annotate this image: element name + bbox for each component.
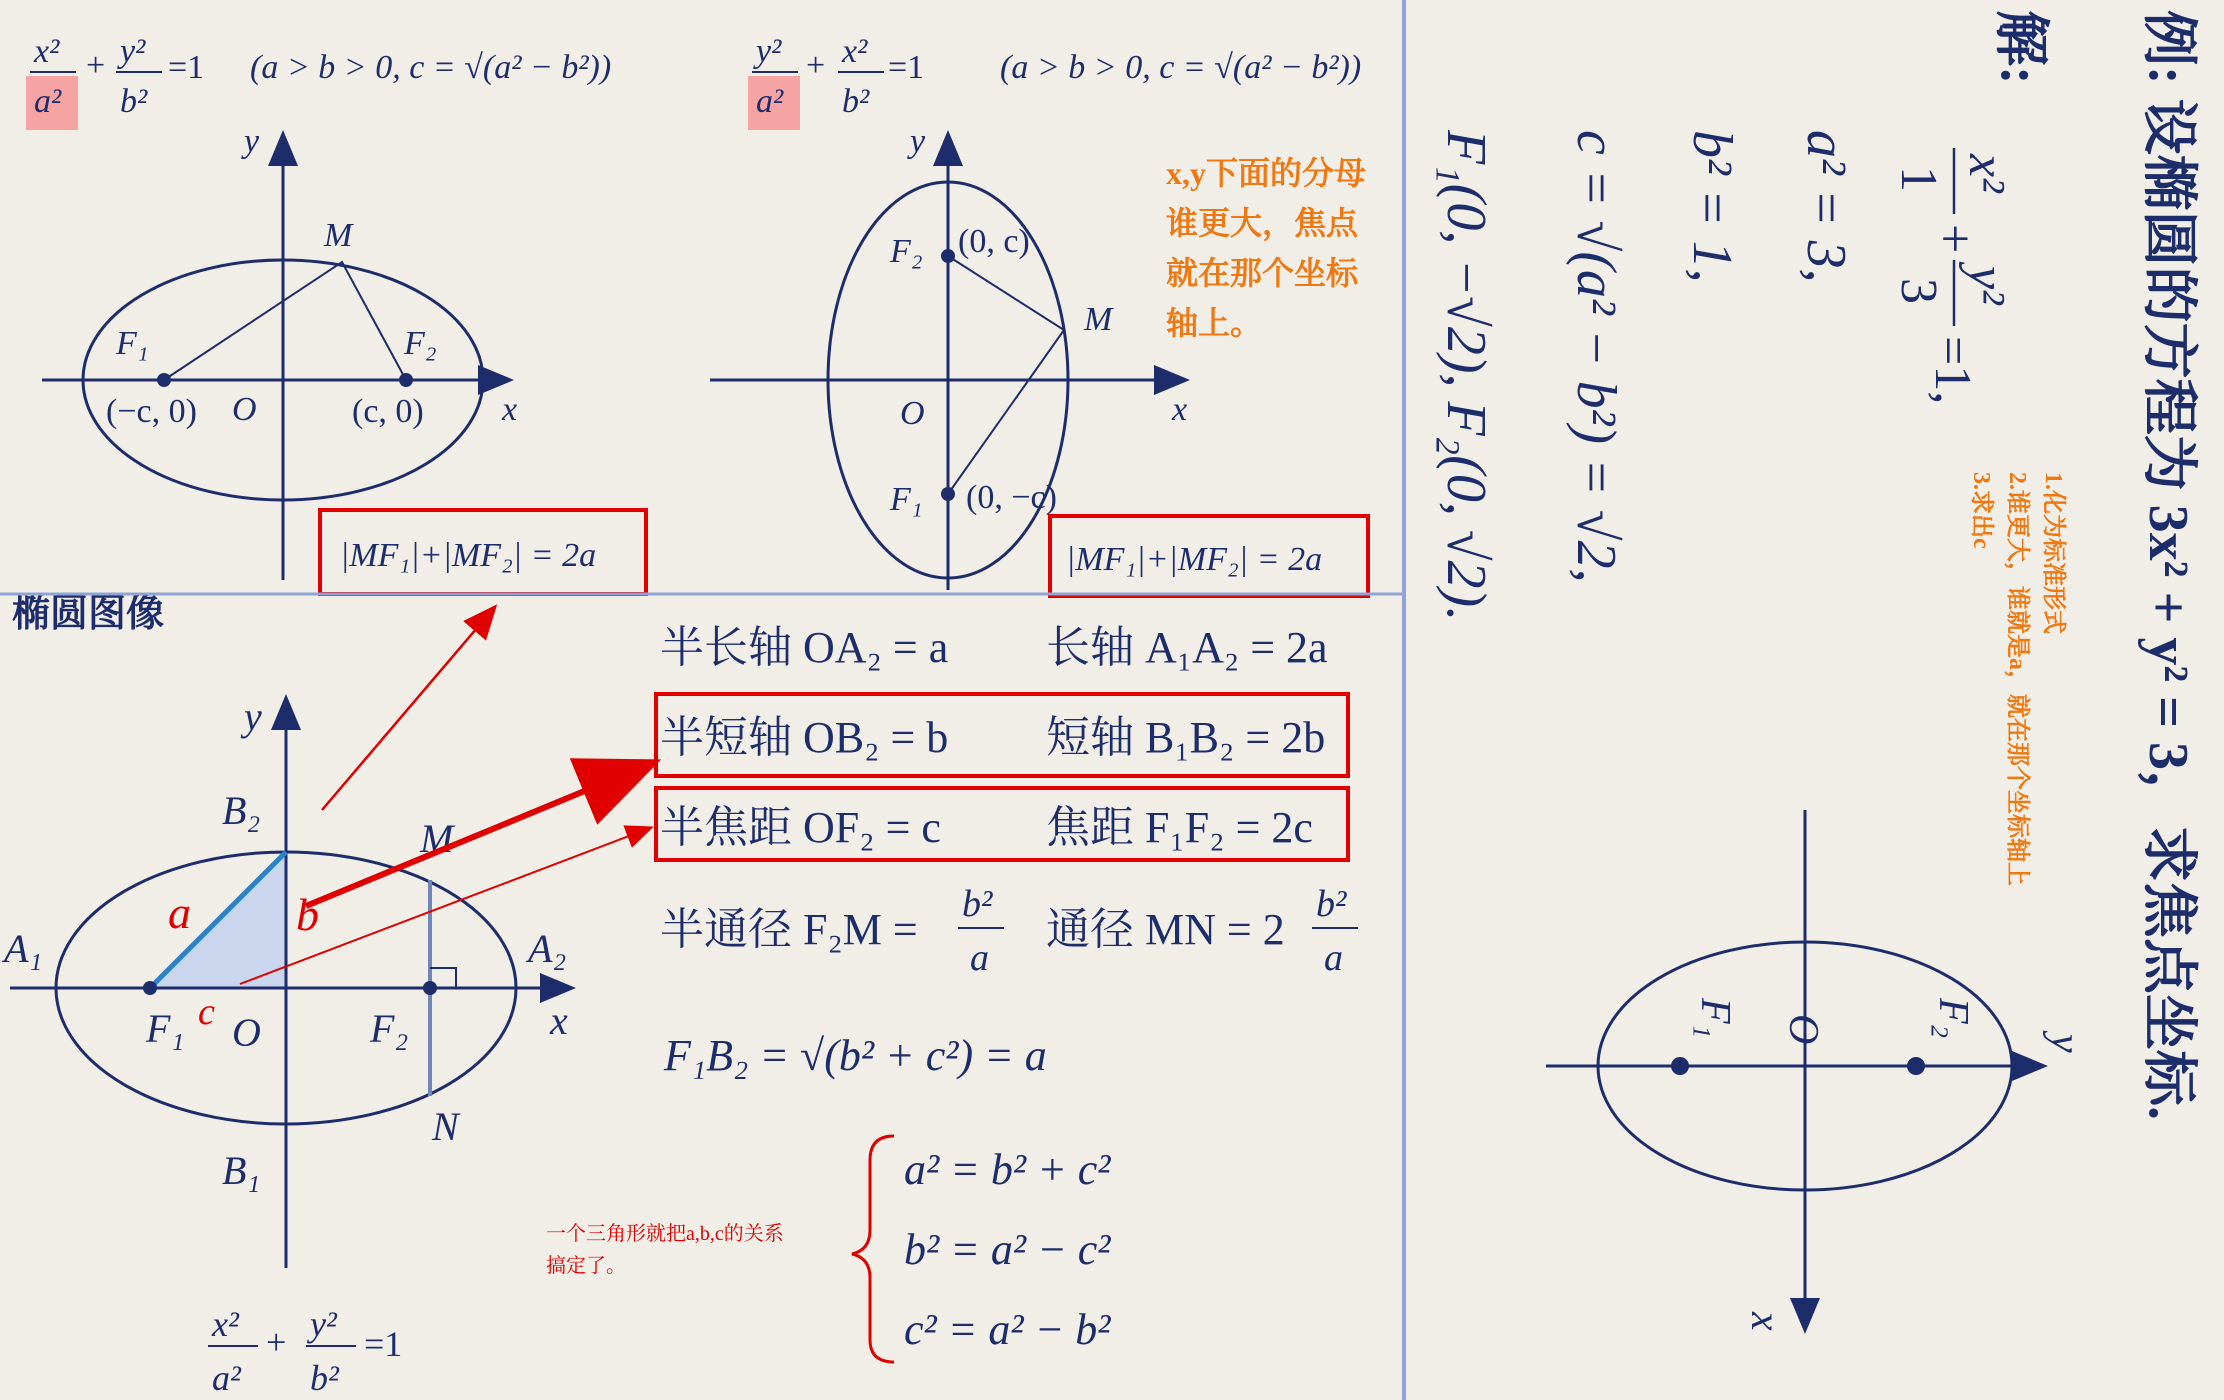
note-line: 就在那个坐标 [1166,255,1359,291]
frac-den-a: a [970,937,989,979]
frac-num-y2: y² [310,1304,337,1344]
term-semi-minor: 半短轴 OB₂ = b [660,713,949,762]
triangle-side-a: a [168,887,191,938]
panel-ellipse-terms [546,623,1358,1362]
note-step-2: 2.谁更大，谁就是a，就在那个坐标轴上 [2004,472,2030,886]
axis-y-label: y [244,694,262,739]
focus-1-label: F₁ [890,481,923,518]
term-semi-major: 半长轴 OA₂ = a [660,623,949,672]
point-m-label: M [1084,301,1113,338]
vertex-b2-label: B₂ [222,788,261,833]
frac-num-x2: x² [842,33,868,70]
definition-text: |MF₁|+|MF₂| = 2a [1066,541,1323,578]
focus-dot-1 [1671,1057,1689,1075]
focus-dot-2 [423,981,437,995]
plus-sign: + [86,47,106,84]
panel-vertical-ellipse [710,33,1368,596]
axis-x-label: x [550,998,568,1043]
term-minor: 短轴 B₁B₂ = 2b [1046,713,1326,762]
frac-den-b2: b² [842,83,870,120]
note-step-3: 3.求出c [1968,472,1994,549]
focus-1-coord: (−c, 0) [106,393,197,430]
frac-num-x2: x² [212,1304,239,1344]
equals-one: =1 [168,49,205,86]
step1-frac-den-1: 1 [1890,166,1947,192]
step-c-value: c = √(a² − b²) = √2, [1565,130,1627,583]
plus-sign: + [266,1322,287,1362]
definition-text: |MF₁|+|MF₂| = 2a [340,537,597,574]
focus-1-label: F₁ [1692,998,1738,1039]
example-statement: 例: 设椭圆的方程为 3x² + y² = 3，求焦点坐标. [2137,10,2199,1121]
frac-num-y2: y² [120,33,146,70]
relation-2: b² = a² − c² [904,1225,1111,1274]
focus-1-label: F₁ [146,1006,185,1051]
step1-frac-num-x2: x² [1958,154,2015,193]
frac-den-a2: a² [756,83,784,120]
focus-dot-1 [157,373,171,387]
triangle-side-b: b [296,889,319,940]
focus-2-label: F₂ [890,233,923,270]
hypotenuse-formula: F₁B₂ = √(b² + c²) = a [664,1031,1047,1080]
condition: (a > b > 0, c = √(a² − b²)) [1000,49,1362,86]
frac-den-a: a [1324,937,1343,979]
term-latus: 通径 MN = 2 [1046,905,1285,954]
note-step-1: 1.化为标准形式 [2040,472,2066,634]
formula-horizontal [26,33,611,130]
point-n-label: N [432,1104,459,1149]
vertex-b1-label: B₁ [222,1148,261,1193]
focus-2-label: F₂ [404,325,437,362]
step1-frac-num-y2: y² [1958,266,2015,305]
arrow-b-to-minor [306,764,650,906]
panel-ellipse-anatomy [1,593,570,1398]
origin-label: O [232,1010,261,1055]
triangle-note [546,1222,784,1277]
vertex-a2-label: A₂ [528,926,567,971]
axis-y-label: y [910,123,926,160]
focus-2-coord: (c, 0) [352,393,424,430]
focus-1-coord: (0, −c) [966,479,1057,516]
arrow-to-definition [322,608,494,810]
focus-2-label: F₂ [1930,998,1976,1039]
focus-dot-2 [941,249,955,263]
note-line: x,y下面的分母 [1166,155,1367,191]
axis-y-label: y [2042,1034,2088,1053]
frac-num-x2: x² [34,33,60,70]
step1-frac-den-3: 3 [1890,278,1947,304]
note-line: 搞定了。 [546,1255,626,1277]
note-line: 轴上。 [1166,305,1263,341]
focus-axis-note [1166,155,1366,341]
equals-one: =1 [364,1324,403,1364]
point-m-label: M [420,816,454,861]
origin-label: O [1780,1014,1826,1045]
steps-note [1968,472,2068,886]
origin-label: O [232,391,257,428]
triangle-side-c: c [198,991,215,1033]
solution-label: 解: [1989,10,2051,85]
focus-dot-1 [941,487,955,501]
step1-equals: =1, [1924,336,1981,405]
frac-num-b2: b² [962,883,993,925]
graph-horizontal [42,136,508,580]
term-focal: 焦距 F₁F₂ = 2c [1046,803,1313,852]
plus-sign: + [806,47,826,84]
focal-lines [164,262,406,380]
relation-3: c² = a² − b² [904,1305,1111,1354]
step1-plus: + [1926,224,1983,254]
point-m-label: M [324,217,353,254]
step-a-squared: a² = 3, [1795,130,1857,283]
frac-den-b2: b² [120,83,148,120]
formula-bottom [208,1304,402,1398]
focus-dot-2 [399,373,413,387]
panel-worked-example [1435,10,2199,1331]
term-semi-latus: 半通径 F₂M = [660,905,918,954]
equals-one: =1 [888,49,925,86]
frac-den-b2: b² [310,1358,339,1398]
vertex-a1-label: A₁ [4,926,43,971]
brace [852,1136,894,1362]
frac-den-a2: a² [212,1358,241,1398]
focus-1-label: F₁ [116,325,149,362]
relation-1: a² = b² + c² [904,1145,1111,1194]
focus-dot-1 [143,981,157,995]
focus-2-coord: (0, c) [958,223,1030,260]
origin-label: O [900,395,925,432]
step-foci-result: F₁(0, −√2), F₂(0, √2). [1435,130,1497,622]
frac-num-b2: b² [1316,883,1347,925]
formula-vertical [748,33,1361,130]
axis-x-label: x [502,391,518,428]
focal-lines [948,256,1064,494]
note-line: 谁更大，焦点 [1166,205,1359,241]
term-semi-focal: 半焦距 OF₂ = c [660,803,941,852]
frac-num-y2: y² [756,33,782,70]
axis-y-label: y [244,123,260,160]
frac-den-a2: a² [34,83,62,120]
graph-rotated [1546,810,2042,1328]
axis-x-label: x [1172,391,1188,428]
axis-x-label: x [1742,1312,1788,1331]
panel-horizontal-ellipse [26,33,646,594]
section-title: 椭圆图像 [12,593,165,635]
condition: (a > b > 0, c = √(a² − b²)) [250,49,612,86]
term-major: 长轴 A₁A₂ = 2a [1046,623,1328,672]
step-b-squared: b² = 1, [1681,130,1743,283]
graph-vertical [710,136,1184,590]
focus-dot-2 [1907,1057,1925,1075]
focus-2-label: F₂ [370,1006,409,1051]
note-line: 一个三角形就把a,b,c的关系 [546,1223,784,1245]
